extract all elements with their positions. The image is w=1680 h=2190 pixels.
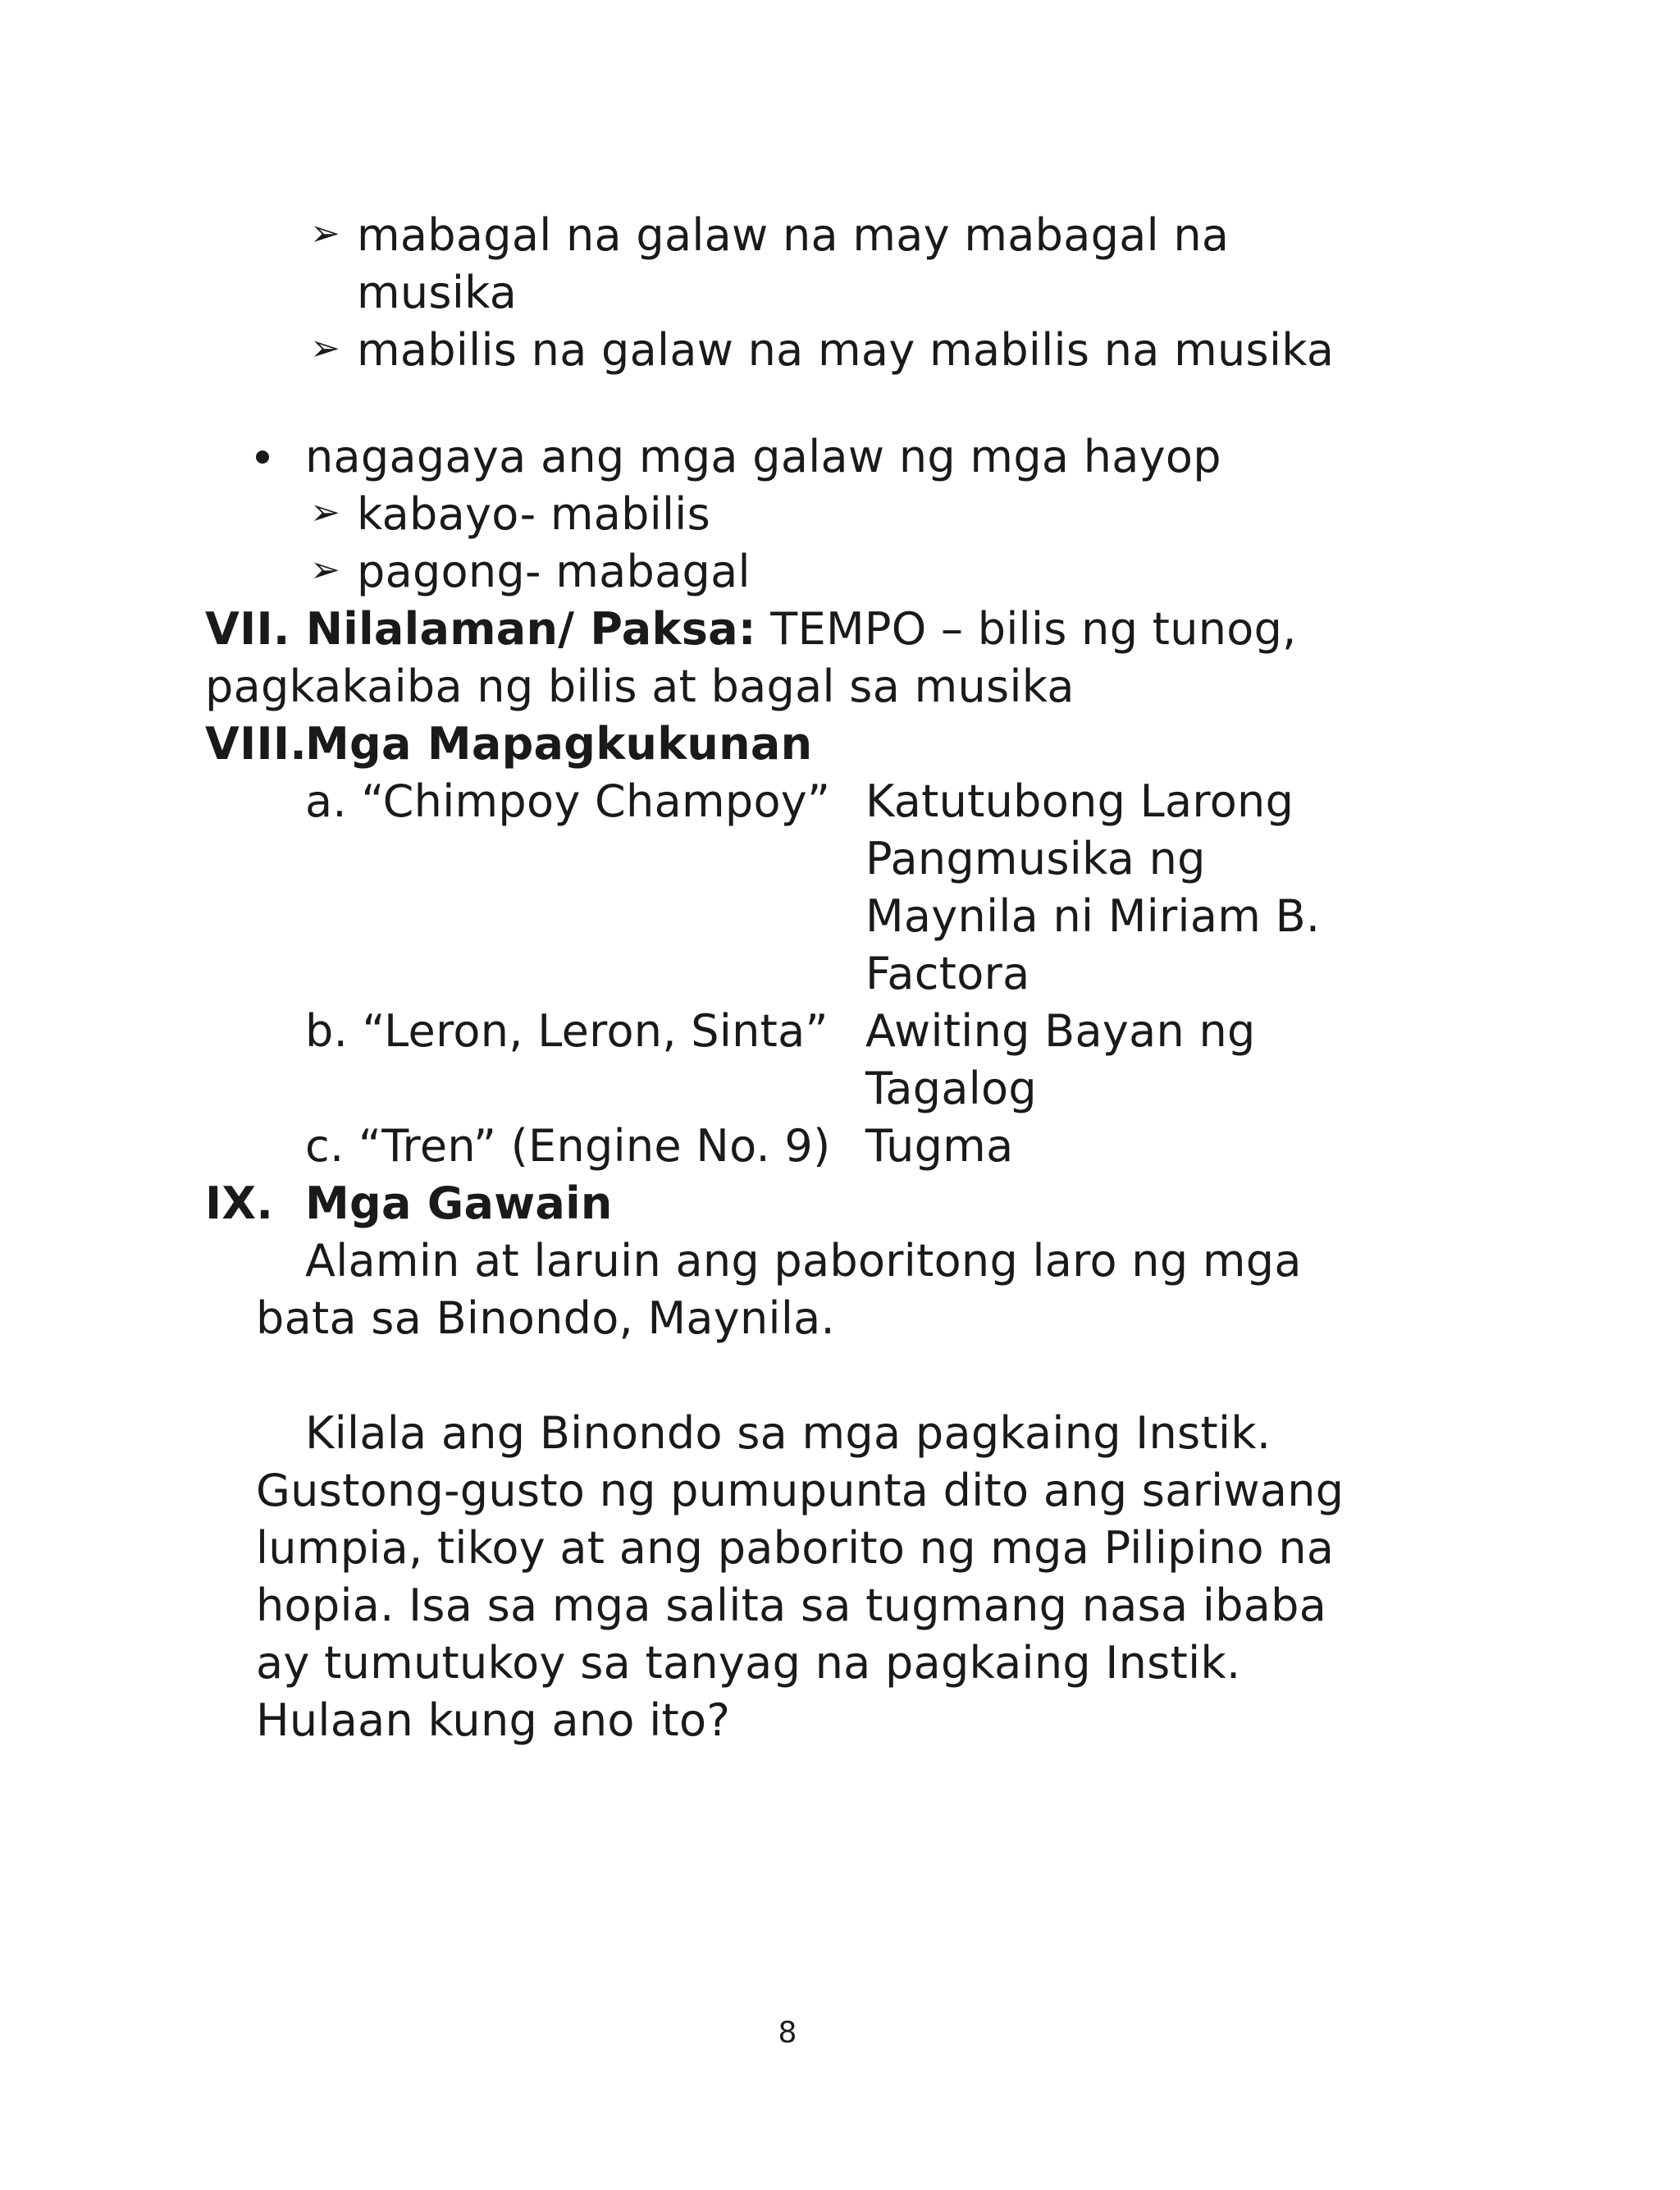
source-title: c. “Tren” (Engine No. 9) — [305, 1120, 831, 1172]
arrow-bullet-icon: ➢ — [310, 213, 340, 254]
source-desc: Factora — [865, 948, 1030, 999]
arrow-bullet-icon: ➢ — [310, 549, 340, 591]
source-desc: Awiting Bayan ng — [865, 1005, 1256, 1057]
bullet-dot-icon — [256, 450, 269, 464]
paragraph-line: Kilala ang Binondo sa mga pagkaing Instik. — [305, 1407, 1271, 1459]
arrow-bullet-icon: ➢ — [310, 491, 340, 533]
section-7-text-continued: pagkakaiba ng bilis at bagal sa musika — [205, 661, 1075, 712]
arrow-bullet-icon: ➢ — [310, 327, 340, 369]
source-desc: Katutubong Larong — [865, 775, 1294, 827]
list-item-text: mabagal na galaw na may mabagal na — [357, 209, 1230, 261]
section-7-text: TEMPO – bilis ng tunog, — [770, 603, 1297, 655]
paragraph-line: bata sa Binondo, Maynila. — [256, 1292, 835, 1344]
bullet-item-text: nagagaya ang mga galaw ng mga hayop — [305, 431, 1221, 482]
paragraph-line: ay tumutukoy sa tanyag na pagkaing Instik. — [256, 1637, 1241, 1689]
source-title: b. “Leron, Leron, Sinta” — [305, 1005, 829, 1057]
section-7-label: VII. Nilalaman/ Paksa: — [205, 603, 756, 655]
list-item-text-continued: musika — [357, 267, 518, 318]
section-9-title: Mga Gawain — [305, 1177, 613, 1229]
source-desc: Tugma — [865, 1120, 1014, 1172]
sub-item-text: kabayo- mabilis — [357, 488, 711, 540]
sub-item-text: pagong- mabagal — [357, 546, 751, 597]
section-9-numeral: IX. — [205, 1177, 274, 1229]
paragraph-line: hopia. Isa sa mga salita sa tugmang nasa ibaba — [256, 1580, 1327, 1631]
section-7-line — [205, 601, 1297, 658]
source-desc: Tagalog — [865, 1063, 1037, 1114]
list-item-text: mabilis na galaw na may mabilis na musika — [357, 324, 1335, 376]
section-8-numeral: VIII. — [205, 718, 308, 770]
paragraph-line: lumpia, tikoy at ang paborito ng mga Pilipino na — [256, 1522, 1335, 1574]
source-desc: Pangmusika ng — [865, 833, 1206, 885]
paragraph-line: Alamin at laruin ang paboritong laro ng mga — [305, 1235, 1302, 1287]
source-title: a. “Chimpoy Champoy” — [305, 775, 831, 827]
page-number: 8 — [778, 2016, 797, 2050]
section-8-title: Mga Mapagkukunan — [305, 718, 813, 770]
paragraph-line: Hulaan kung ano ito? — [256, 1694, 731, 1746]
source-desc: Maynila ni Miriam B. — [865, 890, 1321, 942]
paragraph-line: Gustong-gusto ng pumupunta dito ang sariwang — [256, 1465, 1344, 1516]
